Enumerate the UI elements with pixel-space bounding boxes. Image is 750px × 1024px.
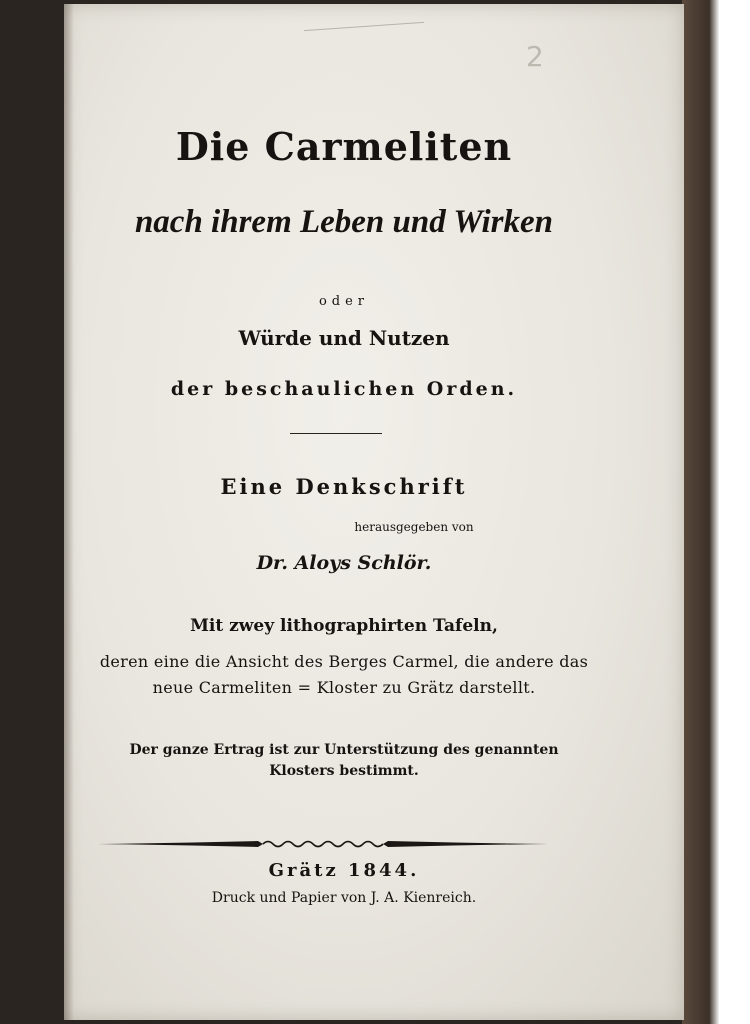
title-page: [64, 4, 684, 1020]
book-subtitle: nach ihrem Leben und Wirken: [134, 204, 554, 240]
proceeds-line-1: Der ganze Ertrag ist zur Unterstützung des genannten: [129, 742, 559, 758]
plates-line: Mit zwey lithographirten Tafeln,: [190, 616, 498, 636]
alt-title-line-1: Würde und Nutzen: [238, 326, 450, 350]
alt-title-line-2: der beschaulichen Orden.: [170, 378, 518, 400]
book-edge: [682, 0, 750, 1024]
author-name: Dr. Aloys Schlör.: [256, 552, 432, 574]
book-title: Die Carmeliten: [175, 124, 513, 169]
divider-rule: [290, 433, 382, 434]
pencil-shelfmark: 2: [526, 40, 544, 73]
proceeds-line-2: Klosters bestimmt.: [269, 763, 419, 779]
ornamental-rule: [98, 836, 548, 852]
conjunction: oder: [318, 294, 370, 309]
plates-description-line-2: neue Carmeliten = Kloster zu Grätz darstellt.: [152, 678, 536, 697]
plates-description-line-1: deren eine die Ansicht des Berges Carmel, die andere das: [99, 652, 589, 671]
pencil-mark: [304, 22, 424, 31]
editor-prefix: herausgegeben von: [354, 520, 474, 534]
place-and-year: Grätz 1844.: [268, 860, 420, 881]
printer-line: Druck und Papier von J. A. Kienreich.: [211, 890, 477, 906]
genre-line: Eine Denkschrift: [220, 474, 468, 499]
